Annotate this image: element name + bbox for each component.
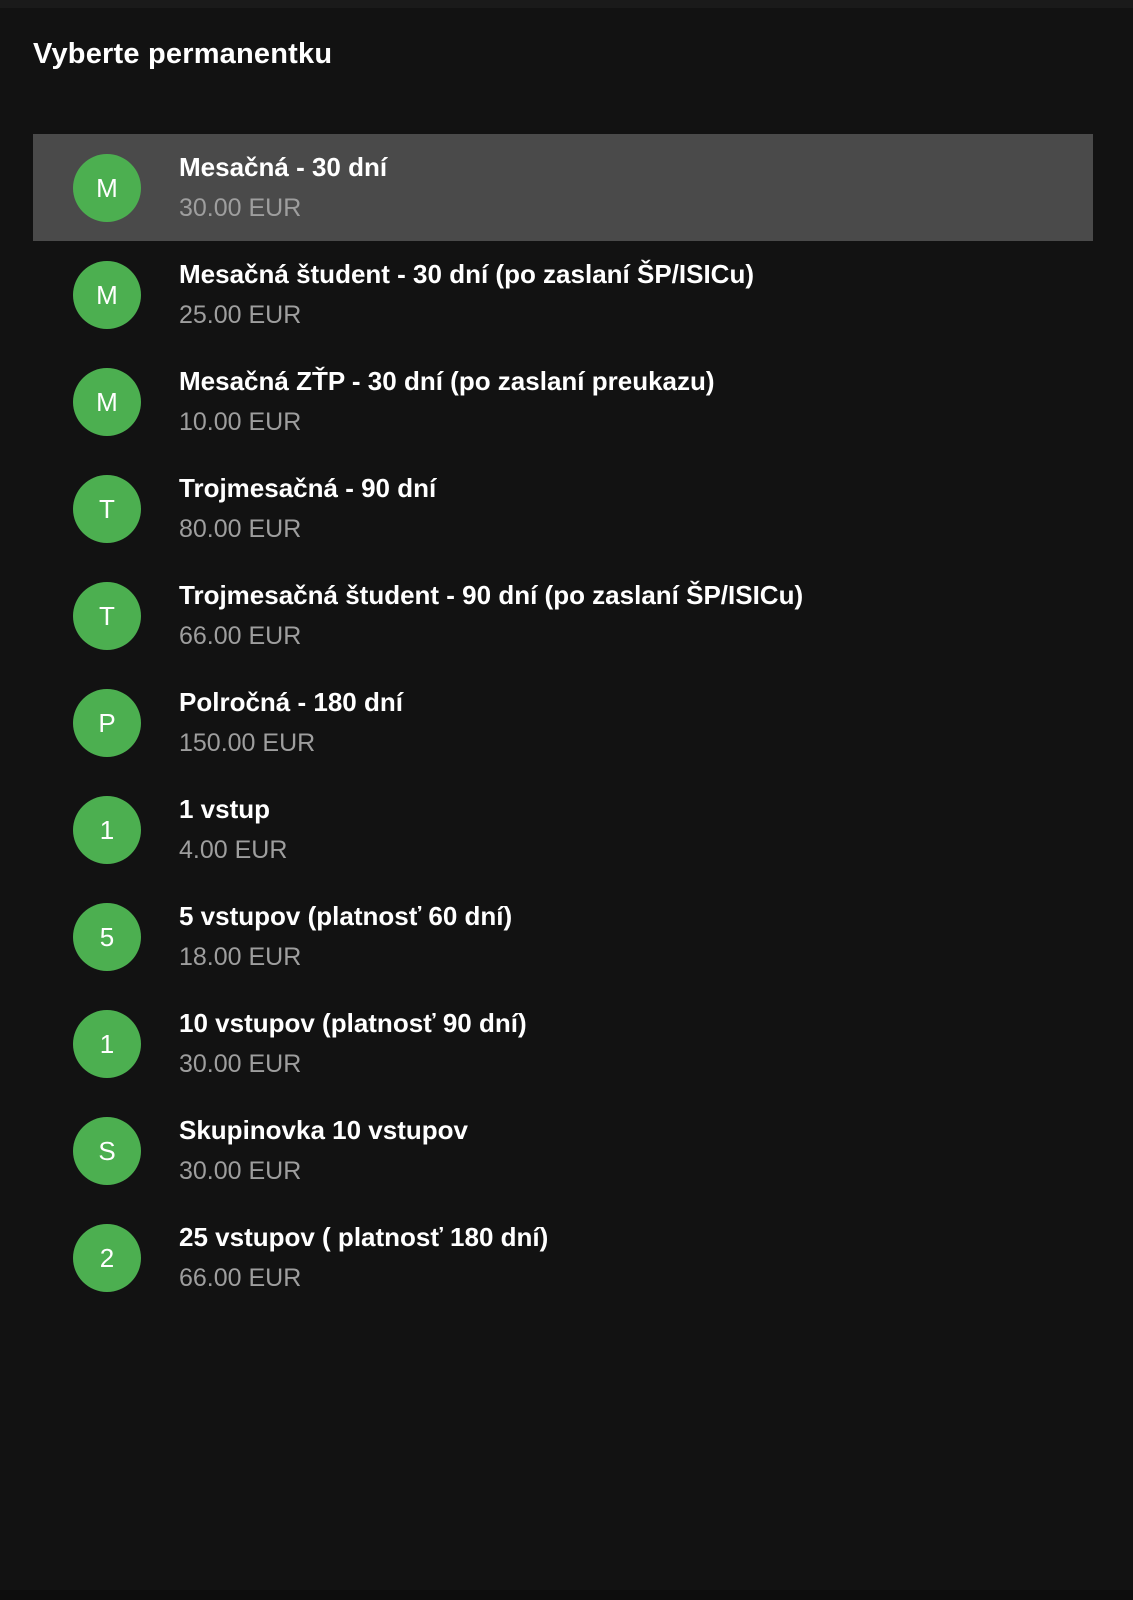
avatar: T — [73, 475, 141, 543]
list-item[interactable] — [33, 883, 1093, 990]
list-item[interactable] — [33, 776, 1093, 883]
list-item-title: 10 vstupov (platnosť 90 dní) — [179, 1008, 527, 1039]
list-item-price: 66.00 EUR — [179, 1263, 302, 1292]
list-item-text — [179, 687, 403, 757]
list-item-title: 1 vstup — [179, 794, 271, 825]
list-item-text — [179, 794, 287, 864]
page-title: Vyberte permanentku — [33, 38, 333, 70]
list-item[interactable] — [33, 1204, 1093, 1311]
list-item-price: 30.00 EUR — [179, 1156, 302, 1185]
avatar: T — [73, 582, 141, 650]
list-item-text — [179, 1008, 527, 1078]
list-item-text — [179, 366, 715, 436]
avatar: M — [73, 154, 141, 222]
list-item[interactable] — [33, 348, 1093, 455]
avatar: M — [73, 261, 141, 329]
list-item[interactable] — [33, 669, 1093, 776]
avatar: 2 — [73, 1224, 141, 1292]
list-item-text — [179, 1115, 468, 1185]
avatar: 5 — [73, 903, 141, 971]
list-item[interactable] — [33, 241, 1093, 348]
list-item-title: Polročná - 180 dní — [179, 687, 403, 718]
list-item-price: 30.00 EUR — [179, 1049, 302, 1078]
list-item-price: 18.00 EUR — [179, 942, 302, 971]
avatar: 1 — [73, 796, 141, 864]
list-item-price: 66.00 EUR — [179, 621, 302, 650]
list-item-title: Trojmesačná študent - 90 dní (po zaslaní ŠP/ISICu) — [179, 580, 804, 611]
list-item-title: Mesačná študent - 30 dní (po zaslaní ŠP/ISICu) — [179, 259, 754, 290]
bottom-edge-strip — [0, 1590, 1133, 1600]
list-item-title: Mesačná - 30 dní — [179, 152, 388, 183]
avatar: P — [73, 689, 141, 757]
list-item-title: Mesačná ZŤP - 30 dní (po zaslaní preukazu) — [179, 366, 715, 397]
list-item-price: 4.00 EUR — [179, 835, 288, 864]
avatar: S — [73, 1117, 141, 1185]
avatar: M — [73, 368, 141, 436]
list-item-title: Trojmesačná - 90 dní — [179, 473, 437, 504]
list-item[interactable] — [33, 990, 1093, 1097]
list-item-price: 25.00 EUR — [179, 300, 302, 329]
list-item-title: Skupinovka 10 vstupov — [179, 1115, 468, 1146]
pass-list — [33, 134, 1093, 1311]
list-item-price: 10.00 EUR — [179, 407, 302, 436]
list-item-text — [179, 259, 754, 329]
list-item-text — [179, 152, 387, 222]
list-item-text — [179, 1222, 548, 1292]
list-item[interactable] — [33, 455, 1093, 562]
avatar: 1 — [73, 1010, 141, 1078]
list-item-title: 25 vstupov ( platnosť 180 dní) — [179, 1222, 549, 1253]
list-item-text — [179, 901, 512, 971]
list-item-text — [179, 580, 803, 650]
list-item[interactable] — [33, 1097, 1093, 1204]
list-item-price: 30.00 EUR — [179, 193, 302, 222]
list-item-price: 150.00 EUR — [179, 728, 316, 757]
list-item[interactable] — [33, 134, 1093, 241]
list-item-title: 5 vstupov (platnosť 60 dní) — [179, 901, 513, 932]
list-item-text — [179, 473, 436, 543]
top-edge-strip — [0, 0, 1133, 8]
list-item-price: 80.00 EUR — [179, 514, 302, 543]
list-item[interactable] — [33, 562, 1093, 669]
